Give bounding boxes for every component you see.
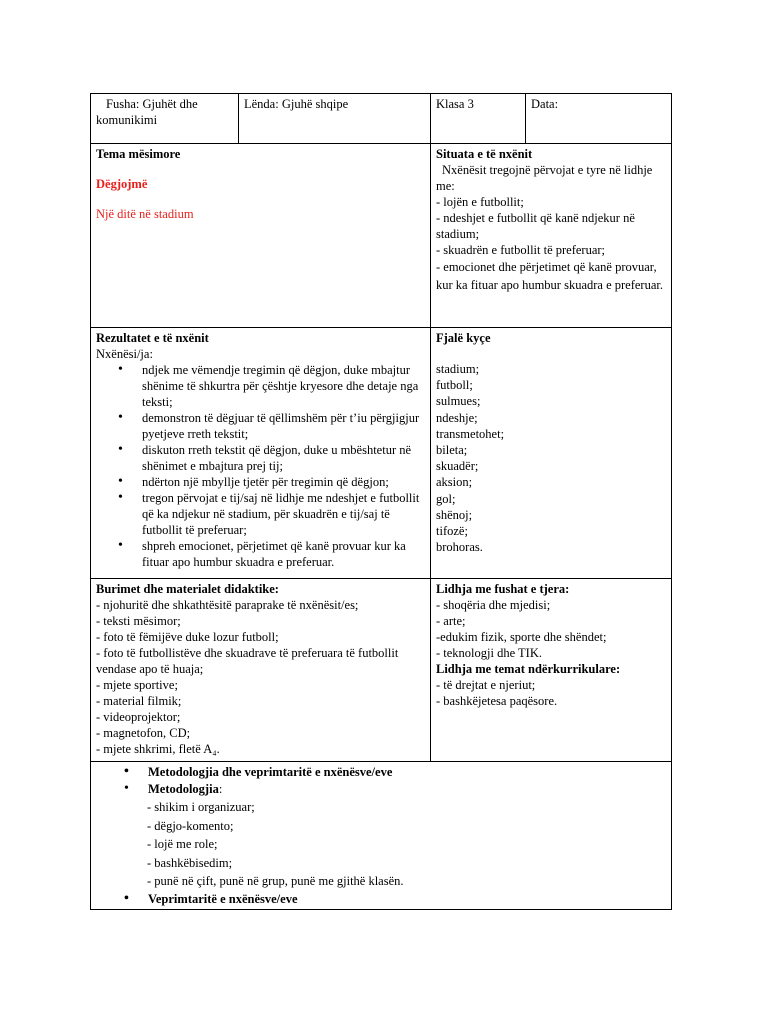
keyword: gol; — [436, 491, 456, 506]
methodology-main-heading: • Metodologjia dhe veprimtaritë e nxënësve/eve — [148, 764, 666, 780]
keyword: tifozë; — [436, 524, 468, 539]
resources-item: - teksti mësimor; — [96, 614, 181, 628]
resources-item: - videoprojektor; — [96, 710, 181, 724]
methodology-item: - bashkëbisedim; — [147, 855, 233, 870]
methodology-sub-label: Metodologjia — [148, 782, 219, 796]
situation-intro: Nxënësit tregojnë përvojat e tyre në lidhje me: — [436, 163, 653, 193]
resources-item: - magnetofon, CD; — [96, 726, 191, 740]
field-cell — [91, 94, 239, 144]
results-item: • shpreh emocionet, përjetimet që kanë provuar kur ka fituar apo humbur skuadra e preferuar. — [142, 538, 425, 570]
situation-item: - lojën e futbollit; — [436, 195, 524, 209]
activities-list — [96, 891, 666, 907]
keyword: transmetohet; — [436, 426, 505, 441]
methodology-cell — [91, 762, 672, 910]
activities-heading: • Veprimtaritë e nxënësve/eve — [148, 891, 666, 907]
situation-heading: Situata e të nxënit — [436, 147, 533, 161]
situation-item: - emocionet dhe përjetimet që kanë provuar, kur ka fituar apo humbur skuadra e preferuar. — [436, 260, 663, 292]
keyword: shënoj; — [436, 507, 473, 522]
methodology-row — [91, 762, 672, 910]
keyword: brohoras. — [436, 540, 483, 555]
topic-heading: Tema mësimore — [96, 147, 181, 161]
methodology-colon: : — [218, 782, 223, 796]
header-row — [91, 94, 672, 144]
crosscurricular-item: - të drejtat e njeriut; — [436, 678, 536, 692]
keyword: sulmues; — [436, 394, 481, 409]
resources-cell — [91, 579, 431, 762]
keywords-list — [436, 361, 666, 555]
links-heading: Lidhja me fushat e tjera: — [436, 582, 570, 596]
results-item: • ndjek me vëmendje tregimin që dëgjon, duke mbajtur shënime të shkurtra për çështje kryesore dhe detaje nga teksti; — [142, 362, 425, 410]
results-list — [96, 362, 425, 570]
resources-item: - material filmik; — [96, 694, 182, 708]
results-cell — [91, 328, 431, 579]
resources-row — [91, 579, 672, 762]
date-cell — [526, 94, 672, 144]
resources-item: - njohuritë dhe shkathtësitë paraprake të nxënësit/es; — [96, 598, 359, 612]
situation-item: - skuadrën e futbollit të preferuar; — [436, 243, 606, 257]
methodology-item: - dëgjo-komento; — [147, 818, 234, 833]
keyword: ndeshje; — [436, 410, 478, 425]
methodology-item: - punë në çift, punë në grup, punë me gjithë klasën. — [147, 874, 404, 888]
methodology-sub-heading — [148, 780, 666, 798]
results-item: • demonstron të dëgjuar të qëllimshëm për t’iu përgjigjur pyetjeve rreth tekstit; — [142, 410, 425, 442]
class-label: Klasa 3 — [436, 97, 474, 111]
keyword: futboll; — [436, 378, 473, 393]
topic-row — [91, 144, 672, 328]
topic-category: Dëgjojmë — [96, 177, 148, 191]
results-heading: Rezultatet e të nxënit — [96, 331, 209, 345]
subject-label: Lënda: Gjuhë shqipe — [244, 97, 349, 111]
resources-item: - mjete sportive; — [96, 678, 178, 692]
methodology-items — [96, 798, 666, 891]
date-label: Data: — [531, 97, 559, 111]
resources-item: - mjete shkrimi, fletë A₄. — [96, 742, 220, 756]
links-item: -edukim fizik, sporte dhe shëndet; — [436, 630, 607, 644]
topic-cell — [91, 144, 431, 328]
links-cell — [431, 579, 672, 762]
keyword: stadium; — [436, 362, 480, 376]
results-item: • tregon përvojat e tij/saj në lidhje me ndeshjet e futbollit që ka ndjekur në stadium, për skuadrën e tij/saj të futbollit të preferuar; — [142, 490, 425, 538]
keyword: aksion; — [436, 475, 473, 490]
results-row — [91, 328, 672, 579]
resources-item: - foto të fëmijëve duke lozur futboll; — [96, 630, 279, 644]
situation-item: - ndeshjet e futbollit që kanë ndjekur në stadium; — [436, 211, 635, 241]
results-item: • diskuton rreth tekstit që dëgjon, duke u mbështetur në shënimet e mbajtura prej tij; — [142, 442, 425, 474]
field-label: Fusha: Gjuhët dhe komunikimi — [96, 97, 198, 127]
keywords-cell — [431, 328, 672, 579]
results-item: • ndërton një mbyllje tjetër për tregimin që dëgjon; — [142, 474, 425, 490]
links-item: - teknologji dhe TIK. — [436, 646, 542, 660]
class-cell — [431, 94, 526, 144]
topic-title: Një ditë në stadium — [96, 207, 194, 221]
crosscurricular-heading: Lidhja me temat ndërkurrikulare: — [436, 662, 621, 676]
results-subject: Nxënësi/ja: — [96, 347, 153, 361]
links-item: - shoqëria dhe mjedisi; — [436, 598, 551, 612]
methodology-item: - lojë me role; — [147, 837, 218, 851]
situation-cell — [431, 144, 672, 328]
methodology-list — [96, 764, 666, 798]
resources-heading: Burimet dhe materialet didaktike: — [96, 582, 279, 596]
crosscurricular-item: - bashkëjetesa paqësore. — [436, 694, 558, 708]
links-item: - arte; — [436, 614, 466, 628]
resources-item: - foto të futbollistëve dhe skuadrave të preferuara të futbollit vendase apo të huaja; — [96, 646, 399, 676]
keyword: bileta; — [436, 443, 468, 458]
keywords-heading: Fjalë kyçe — [436, 331, 491, 345]
keyword: skuadër; — [436, 459, 479, 474]
subject-cell — [239, 94, 431, 144]
methodology-item: - shikim i organizuar; — [147, 800, 255, 814]
lesson-plan-table — [90, 93, 672, 910]
